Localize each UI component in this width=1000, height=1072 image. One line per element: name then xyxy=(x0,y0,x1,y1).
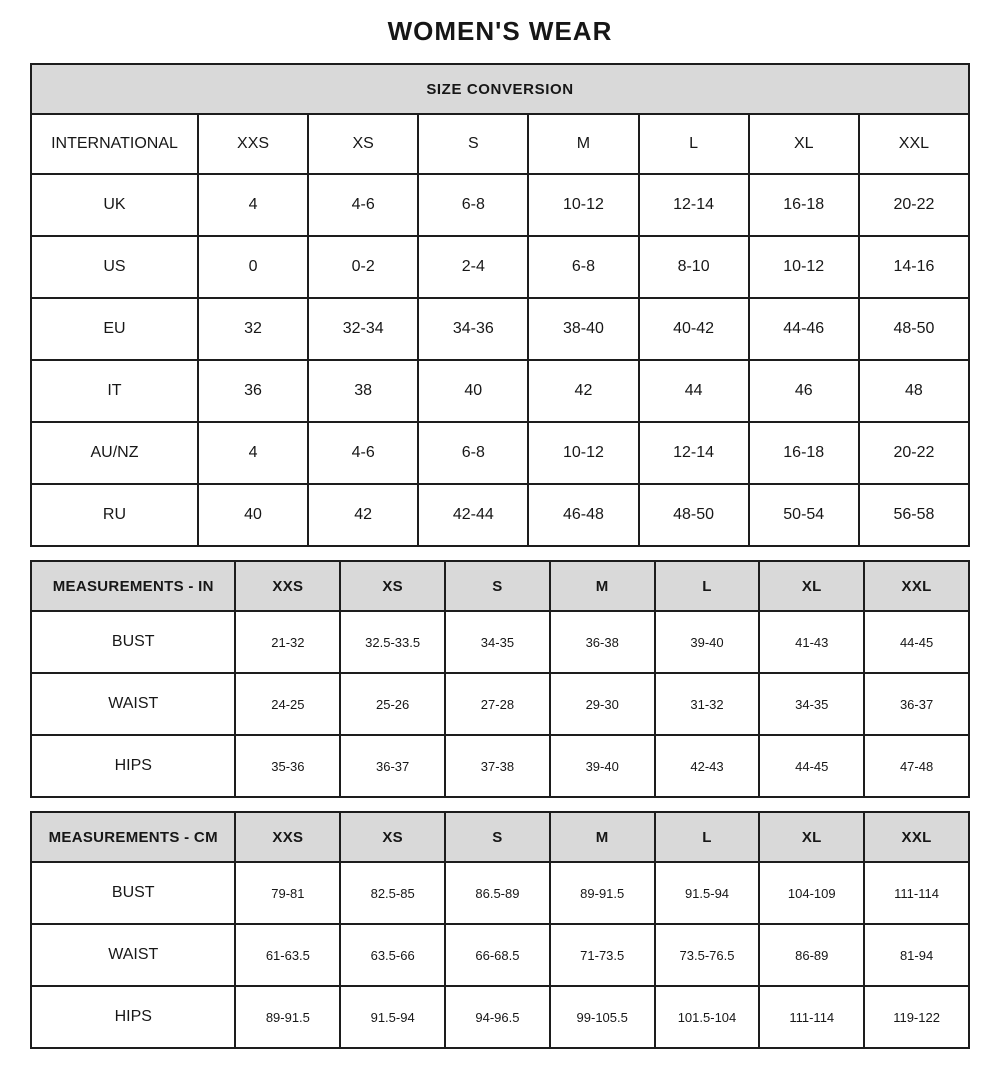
measure-cell: 82.5-85 xyxy=(340,862,445,924)
col-header-l: L xyxy=(655,561,760,611)
size-conversion-table xyxy=(30,63,970,547)
size-cell: 34-36 xyxy=(418,298,528,360)
size-cell: 6-8 xyxy=(528,236,638,298)
measurements-in-table xyxy=(30,560,970,798)
size-cell: 40 xyxy=(418,360,528,422)
row-label: UK xyxy=(31,174,198,236)
measure-cell: 99-105.5 xyxy=(550,986,655,1048)
measure-cell: 24-25 xyxy=(235,673,340,735)
size-conversion-banner-row xyxy=(31,64,969,114)
measure-cell: 101.5-104 xyxy=(655,986,760,1048)
measure-cell: 104-109 xyxy=(759,862,864,924)
size-cell: 38-40 xyxy=(528,298,638,360)
size-cell: 42 xyxy=(308,484,418,546)
table-row-hips-in xyxy=(31,735,969,797)
table-row-bust-cm xyxy=(31,862,969,924)
row-label: WAIST xyxy=(31,673,235,735)
size-cell: 32-34 xyxy=(308,298,418,360)
measure-cell: 36-37 xyxy=(864,673,969,735)
size-cell: 16-18 xyxy=(749,422,859,484)
col-header-xxs: XXS xyxy=(235,812,340,862)
measurements-in-title: MEASUREMENTS - IN xyxy=(31,561,235,611)
measure-cell: 94-96.5 xyxy=(445,986,550,1048)
row-label: BUST xyxy=(31,862,235,924)
table-row-waist-cm xyxy=(31,924,969,986)
size-cell: 46 xyxy=(749,360,859,422)
col-header-xl: XL xyxy=(749,114,859,174)
col-header-xs: XS xyxy=(340,812,445,862)
table-row-uk xyxy=(31,174,969,236)
col-header-xxs: XXS xyxy=(235,561,340,611)
measure-cell: 44-45 xyxy=(759,735,864,797)
col-header-l: L xyxy=(639,114,749,174)
measurements-cm-header-row xyxy=(31,812,969,862)
size-cell: 10-12 xyxy=(528,174,638,236)
measure-cell: 91.5-94 xyxy=(655,862,760,924)
measure-cell: 111-114 xyxy=(864,862,969,924)
measure-cell: 42-43 xyxy=(655,735,760,797)
size-cell: 8-10 xyxy=(639,236,749,298)
measurements-cm-table xyxy=(30,811,970,1049)
size-cell: 0 xyxy=(198,236,308,298)
measure-cell: 34-35 xyxy=(759,673,864,735)
size-conversion-header-row xyxy=(31,114,969,174)
measure-cell: 31-32 xyxy=(655,673,760,735)
measure-cell: 34-35 xyxy=(445,611,550,673)
size-cell: 42-44 xyxy=(418,484,528,546)
size-cell: 4-6 xyxy=(308,422,418,484)
col-header-xs: XS xyxy=(308,114,418,174)
measure-cell: 27-28 xyxy=(445,673,550,735)
measure-cell: 79-81 xyxy=(235,862,340,924)
size-cell: 12-14 xyxy=(639,174,749,236)
measure-cell: 25-26 xyxy=(340,673,445,735)
page-title: WOMEN'S WEAR xyxy=(387,16,613,46)
size-cell: 16-18 xyxy=(749,174,859,236)
size-cell: 44 xyxy=(639,360,749,422)
size-cell: 14-16 xyxy=(859,236,969,298)
size-cell: 6-8 xyxy=(418,174,528,236)
size-cell: 4 xyxy=(198,174,308,236)
measure-cell: 35-36 xyxy=(235,735,340,797)
size-cell: 10-12 xyxy=(528,422,638,484)
measure-cell: 37-38 xyxy=(445,735,550,797)
col-header-xl: XL xyxy=(759,561,864,611)
size-cell: 0-2 xyxy=(308,236,418,298)
row-label: EU xyxy=(31,298,198,360)
size-cell: 20-22 xyxy=(859,422,969,484)
size-cell: 50-54 xyxy=(749,484,859,546)
col-header-xxs: XXS xyxy=(198,114,308,174)
row-label: IT xyxy=(31,360,198,422)
table-row-ru xyxy=(31,484,969,546)
col-header-xxl: XXL xyxy=(864,561,969,611)
size-cell: 56-58 xyxy=(859,484,969,546)
size-cell: 48-50 xyxy=(639,484,749,546)
measure-cell: 71-73.5 xyxy=(550,924,655,986)
size-cell: 12-14 xyxy=(639,422,749,484)
size-cell: 42 xyxy=(528,360,638,422)
measure-cell: 36-38 xyxy=(550,611,655,673)
table-row-it xyxy=(31,360,969,422)
measure-cell: 86.5-89 xyxy=(445,862,550,924)
size-cell: 48-50 xyxy=(859,298,969,360)
measure-cell: 29-30 xyxy=(550,673,655,735)
size-cell: 40-42 xyxy=(639,298,749,360)
col-header-xxl: XXL xyxy=(864,812,969,862)
size-cell: 6-8 xyxy=(418,422,528,484)
col-header-xxl: XXL xyxy=(859,114,969,174)
measure-cell: 36-37 xyxy=(340,735,445,797)
size-cell: 4 xyxy=(198,422,308,484)
row-label: BUST xyxy=(31,611,235,673)
size-cell: 38 xyxy=(308,360,418,422)
row-label: RU xyxy=(31,484,198,546)
size-cell: 10-12 xyxy=(749,236,859,298)
table-row-eu xyxy=(31,298,969,360)
size-cell: 40 xyxy=(198,484,308,546)
measure-cell: 89-91.5 xyxy=(550,862,655,924)
col-header-m: M xyxy=(550,812,655,862)
measure-cell: 86-89 xyxy=(759,924,864,986)
row-label: HIPS xyxy=(31,986,235,1048)
size-cell: 48 xyxy=(859,360,969,422)
measure-cell: 119-122 xyxy=(864,986,969,1048)
measure-cell: 39-40 xyxy=(550,735,655,797)
size-cell: 4-6 xyxy=(308,174,418,236)
measurements-cm-title: MEASUREMENTS - CM xyxy=(31,812,235,862)
measure-cell: 73.5-76.5 xyxy=(655,924,760,986)
table-row-aunz xyxy=(31,422,969,484)
measure-cell: 39-40 xyxy=(655,611,760,673)
measure-cell: 21-32 xyxy=(235,611,340,673)
row-label: WAIST xyxy=(31,924,235,986)
col-header-m: M xyxy=(528,114,638,174)
col-header-xl: XL xyxy=(759,812,864,862)
size-cell: 46-48 xyxy=(528,484,638,546)
measure-cell: 32.5-33.5 xyxy=(340,611,445,673)
measure-cell: 111-114 xyxy=(759,986,864,1048)
table-row-waist-in xyxy=(31,673,969,735)
size-conversion-title: SIZE CONVERSION xyxy=(31,64,969,114)
col-header-l: L xyxy=(655,812,760,862)
col-header-s: S xyxy=(445,812,550,862)
size-cell: 20-22 xyxy=(859,174,969,236)
row-label: HIPS xyxy=(31,735,235,797)
col-header-m: M xyxy=(550,561,655,611)
measure-cell: 41-43 xyxy=(759,611,864,673)
table-row-us xyxy=(31,236,969,298)
measure-cell: 66-68.5 xyxy=(445,924,550,986)
measure-cell: 91.5-94 xyxy=(340,986,445,1048)
table-row-hips-cm xyxy=(31,986,969,1048)
measure-cell: 89-91.5 xyxy=(235,986,340,1048)
size-cell: 2-4 xyxy=(418,236,528,298)
row-label: US xyxy=(31,236,198,298)
measure-cell: 61-63.5 xyxy=(235,924,340,986)
size-cell: 32 xyxy=(198,298,308,360)
measurements-in-header-row xyxy=(31,561,969,611)
measure-cell: 63.5-66 xyxy=(340,924,445,986)
measure-cell: 47-48 xyxy=(864,735,969,797)
col-header-international: INTERNATIONAL xyxy=(31,114,198,174)
col-header-s: S xyxy=(445,561,550,611)
measure-cell: 81-94 xyxy=(864,924,969,986)
measure-cell: 44-45 xyxy=(864,611,969,673)
size-cell: 36 xyxy=(198,360,308,422)
row-label: AU/NZ xyxy=(31,422,198,484)
col-header-s: S xyxy=(418,114,528,174)
size-cell: 44-46 xyxy=(749,298,859,360)
col-header-xs: XS xyxy=(340,561,445,611)
table-row-bust-in xyxy=(31,611,969,673)
